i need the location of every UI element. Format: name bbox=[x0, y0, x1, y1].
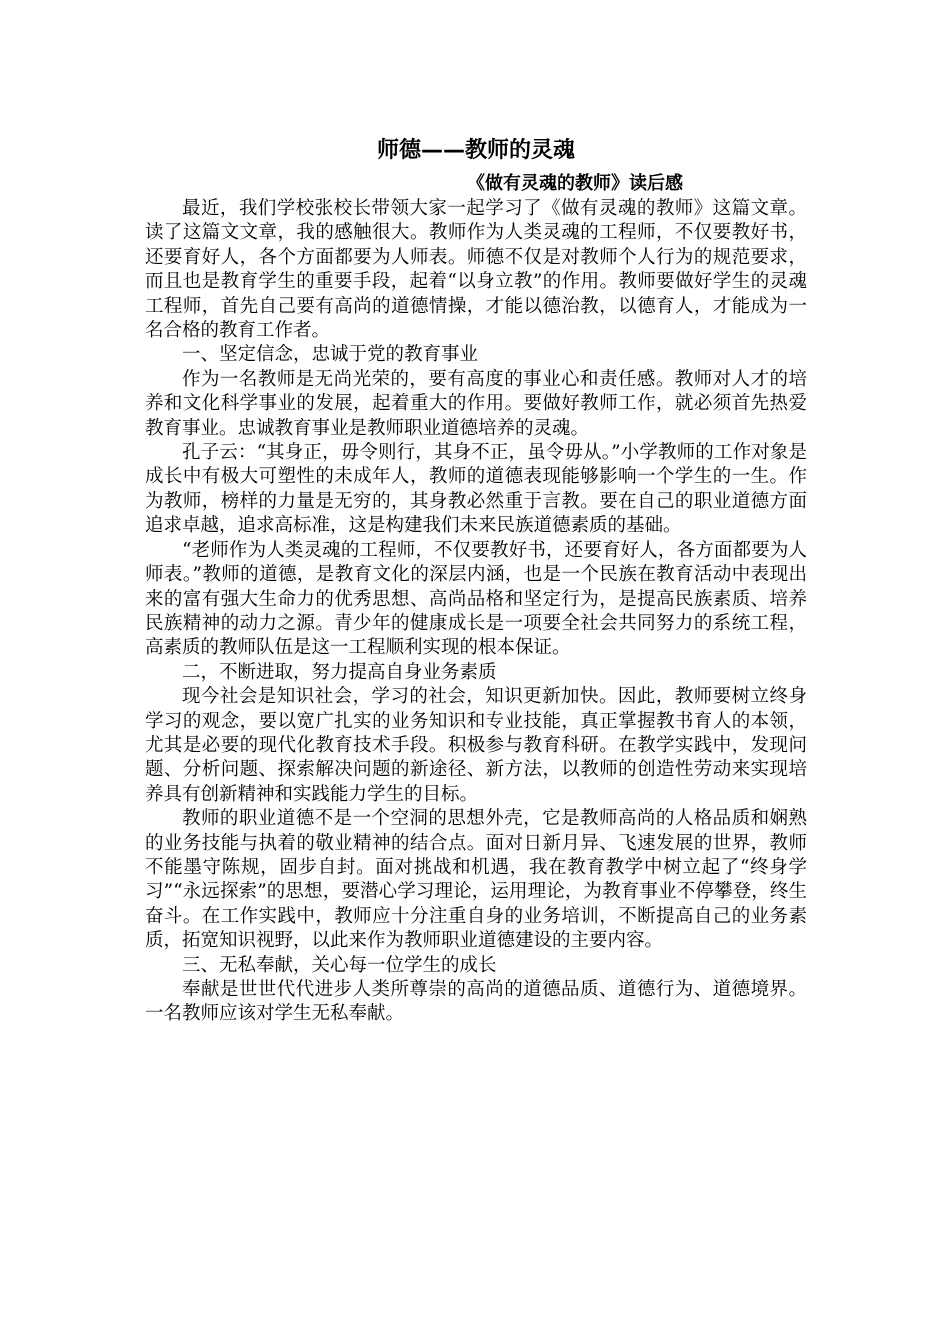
paragraph: 现今社会是知识社会，学习的社会，知识更新加快。因此，教师要树立终身学习的观念，要以宽广扎实的业务知识和专业技能，真正掌握教书育人的本领，尤其是必要的现代化教育技术手段。积极参与教育科研。在教学实践中，发现问题、分析问题、探索解决问题的新途径、新方法，以教师的创造性劳动来实现培养具有创新精神和实践能力学生的目标。 bbox=[145, 686, 807, 805]
paragraph: 作为一名教师是无尚光荣的，要有高度的事业心和责任感。教师对人才的培养和文化科学事业的发展，起着重大的作用。要做好教师工作，就必须首先热爱教育事业。忠诚教育事业是教师职业道德培养的灵魂。 bbox=[145, 368, 807, 439]
paragraph: 孔子云：“其身正，毋令则行，其身不正，虽令毋从。”小学教师的工作对象是成长中有极大可塑性的未成年人，教师的道德表现能够影响一个学生的一生。作为教师，榜样的力量是无穷的，其身教必然重于言教。要在自己的职业道德方面追求卓越，追求高标准，这是构建我们未来民族道德素质的基础。 bbox=[145, 442, 807, 537]
document-title: 师德——教师的灵魂 bbox=[376, 138, 575, 163]
document-subtitle: 《做有灵魂的教师》读后感 bbox=[467, 173, 683, 194]
paragraph-intro: 最近，我们学校张校长带领大家一起学习了《做有灵魂的教师》这篇文章。读了这篇文文章，我的感触很大。教师作为人类灵魂的工程师，不仅要教好书，还要育好人，各个方面都要为人师表。师德不仅是对教师个人行为的规范要求，而且也是教育学生的重要手段，起着“以身立教”的作用。教师要做好学生的灵魂工程师，首先自己要有高尚的道德情操，才能以德治教，以德育人，才能成为一名合格的教育工作者。 bbox=[145, 198, 807, 342]
paragraph: 教师的职业道德不是一个空洞的思想外壳，它是教师高尚的人格品质和娴熟的业务技能与执着的敬业精神的结合点。面对日新月异、飞速发展的世界，教师不能墨守陈规，固步自封。面对挑战和机遇，我在教育教学中树立起了“终身学习”“永远探索”的思想，要潜心学习理论，运用理论，为教育事业不停攀登，终生奋斗。在工作实践中，教师应十分注重自身的业务培训，不断提高自己的业务素质，拓宽知识视野，以此来作为教师职业道德建设的主要内容。 bbox=[145, 808, 807, 952]
section-heading-1: 一、坚定信念，忠诚于党的教育事业 bbox=[182, 344, 479, 366]
section-heading-3: 三、无私奉献，关心每一位学生的成长 bbox=[182, 954, 497, 976]
section-heading-2: 二，不断进取，努力提高自身业务素质 bbox=[182, 661, 497, 683]
document-page bbox=[145, 135, 807, 1027]
paragraph: “老师作为人类灵魂的工程师，不仅要教好书，还要育好人，各方面都要为人师表。”教师的道德，是教育文化的深层内涵，也是一个民族在教育活动中表现出来的富有强大生命力的优秀思想、高尚品格和坚定行为，是提高民族素质、培养民族精神的动力之源。青少年的健康成长是一项要全社会共同努力的系统工程，高素质的教师队伍是这一工程顺利实现的根本保证。 bbox=[145, 539, 807, 659]
paragraph: 奉献是世世代代进步人类所尊崇的高尚的道德品质、道德行为、道德境界。一名教师应该对学生无私奉献。 bbox=[145, 979, 807, 1025]
